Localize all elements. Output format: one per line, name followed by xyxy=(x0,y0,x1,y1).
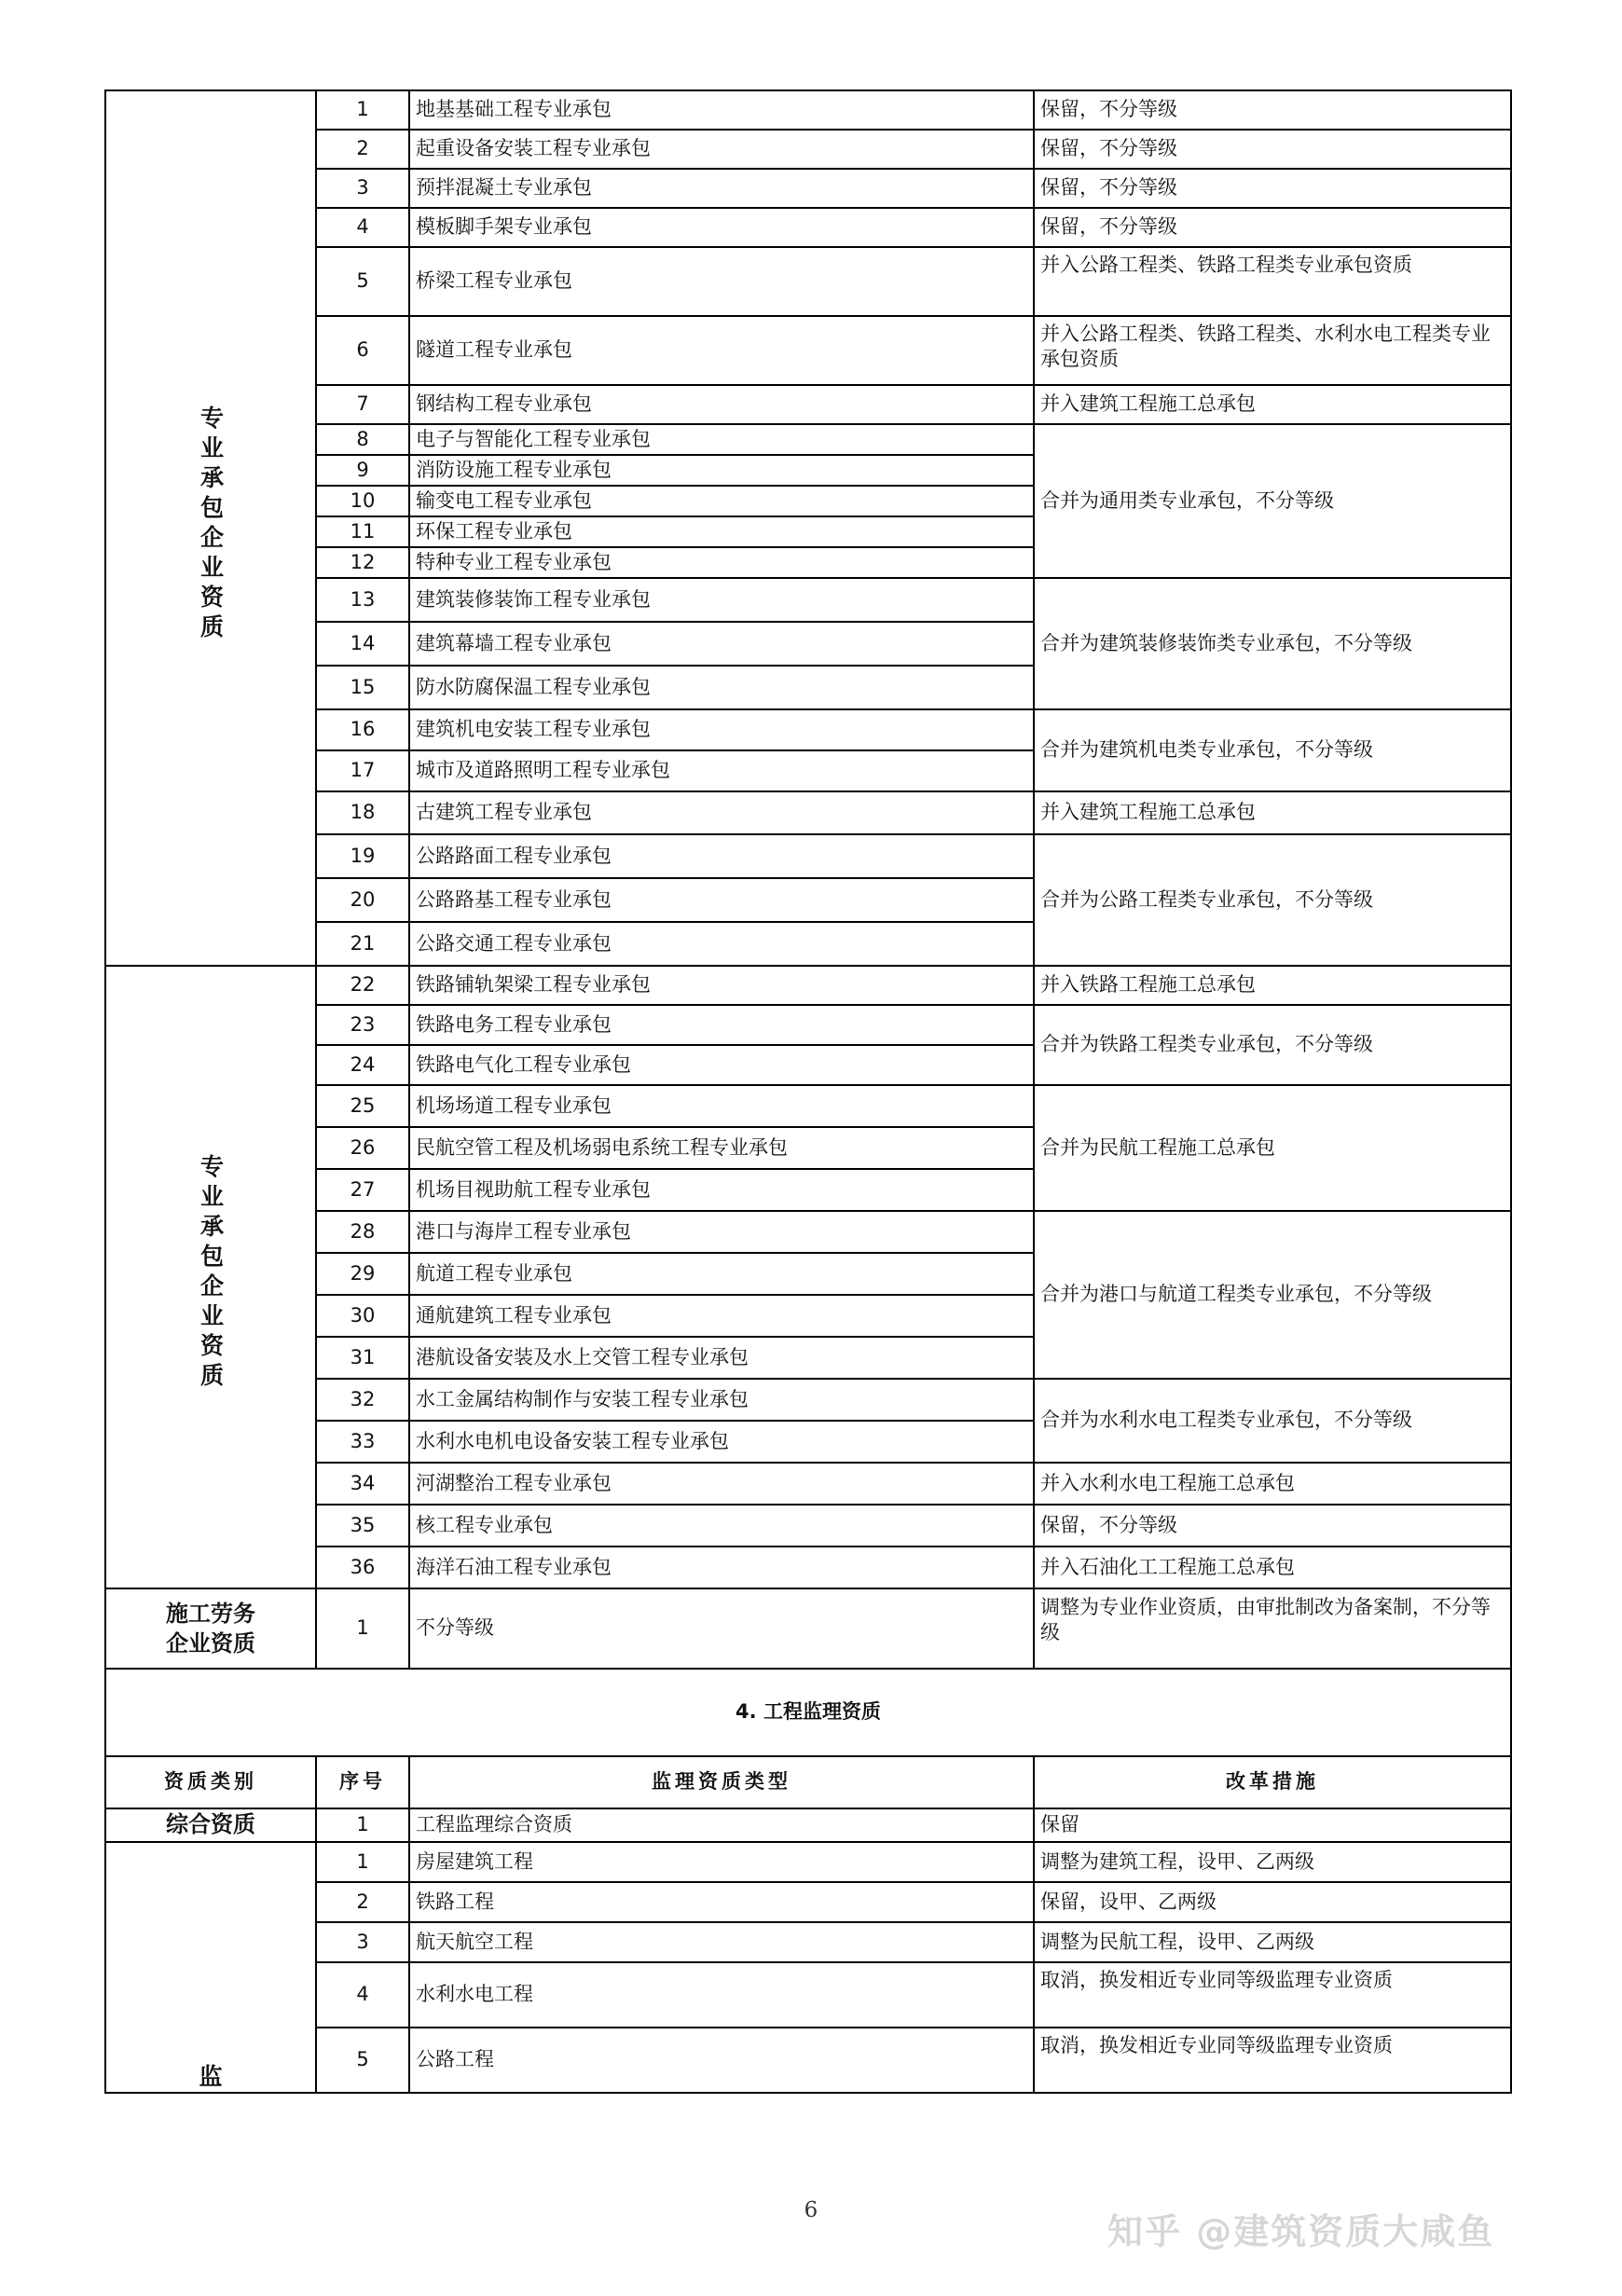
category-label-comprehensive: 综合资质 xyxy=(166,1811,255,1838)
row-index: 23 xyxy=(316,1005,409,1045)
table-row xyxy=(105,208,1511,247)
table-row xyxy=(105,834,1511,878)
reform-measure: 并入铁路工程施工总承包 xyxy=(1034,966,1511,1005)
reform-measure: 合并为公路工程类专业承包，不分等级 xyxy=(1034,834,1511,966)
row-index: 4 xyxy=(316,208,409,247)
table-row xyxy=(105,1882,1511,1922)
table-row xyxy=(105,385,1511,424)
qualification-type: 预拌混凝土专业承包 xyxy=(409,169,1034,208)
reform-measure: 保留，设甲、乙两级 xyxy=(1034,1882,1511,1922)
row-index: 17 xyxy=(316,750,409,791)
qualification-type: 起重设备安装工程专业承包 xyxy=(409,130,1034,169)
row-index: 35 xyxy=(316,1505,409,1547)
row-index: 8 xyxy=(316,424,409,455)
table-row xyxy=(105,1547,1511,1588)
column-header-category: 资质类别 xyxy=(105,1756,316,1808)
category-label-specialty-contracting-2: 专业承包企业资质 xyxy=(197,1154,225,1394)
table-row xyxy=(105,1085,1511,1127)
reform-measure: 保留，不分等级 xyxy=(1034,130,1511,169)
qualification-type: 电子与智能化工程专业承包 xyxy=(409,424,1034,455)
row-index: 12 xyxy=(316,547,409,578)
page-number: 6 xyxy=(804,2198,818,2222)
reform-measure: 调整为建筑工程，设甲、乙两级 xyxy=(1034,1842,1511,1882)
table-row xyxy=(105,966,1511,1005)
row-index: 34 xyxy=(316,1463,409,1505)
reform-measure: 合并为通用类专业承包，不分等级 xyxy=(1034,424,1511,578)
table-body xyxy=(105,90,1511,2093)
qualification-type: 海洋石油工程专业承包 xyxy=(409,1547,1034,1588)
row-index: 33 xyxy=(316,1421,409,1463)
qualification-type: 工程监理综合资质 xyxy=(409,1808,1034,1842)
qualification-type: 航天航空工程 xyxy=(409,1922,1034,1962)
reform-measure: 合并为建筑机电类专业承包，不分等级 xyxy=(1034,709,1511,791)
qualification-type: 公路路基工程专业承包 xyxy=(409,878,1034,922)
row-index: 14 xyxy=(316,622,409,666)
reform-measure: 并入公路工程类、铁路工程类、水利水电工程类专业承包资质 xyxy=(1034,316,1511,385)
reform-measure: 并入建筑工程施工总承包 xyxy=(1034,385,1511,424)
qualification-type: 机场目视助航工程专业承包 xyxy=(409,1169,1034,1211)
qualification-type: 公路交通工程专业承包 xyxy=(409,922,1034,966)
qualification-type: 地基基础工程专业承包 xyxy=(409,90,1034,130)
reform-measure: 保留，不分等级 xyxy=(1034,90,1511,130)
row-index: 9 xyxy=(316,455,409,486)
qualification-type: 消防设施工程专业承包 xyxy=(409,455,1034,486)
row-index: 22 xyxy=(316,966,409,1005)
column-header-type: 监理资质类型 xyxy=(409,1756,1034,1808)
row-index: 4 xyxy=(316,1962,409,2028)
row-index: 1 xyxy=(316,1842,409,1882)
row-index: 10 xyxy=(316,486,409,516)
qualification-type: 钢结构工程专业承包 xyxy=(409,385,1034,424)
qualification-reform-table xyxy=(104,89,1512,2094)
qualification-type: 港口与海岸工程专业承包 xyxy=(409,1211,1034,1253)
row-index: 26 xyxy=(316,1127,409,1169)
table-row xyxy=(105,1962,1511,2028)
row-index: 2 xyxy=(316,1882,409,1922)
table-row xyxy=(105,130,1511,169)
qualification-type: 机场场道工程专业承包 xyxy=(409,1085,1034,1127)
row-index: 7 xyxy=(316,385,409,424)
row-index: 36 xyxy=(316,1547,409,1588)
table-row xyxy=(105,1005,1511,1045)
reform-measure: 取消，换发相近专业同等级监理专业资质 xyxy=(1034,2028,1511,2093)
row-index: 28 xyxy=(316,1211,409,1253)
qualification-type: 输变电工程专业承包 xyxy=(409,486,1034,516)
row-index: 25 xyxy=(316,1085,409,1127)
table-row xyxy=(105,1505,1511,1547)
row-index: 1 xyxy=(316,1808,409,1842)
row-index: 18 xyxy=(316,791,409,834)
reform-measure: 并入公路工程类、铁路工程类专业承包资质 xyxy=(1034,247,1511,316)
qualification-type: 桥梁工程专业承包 xyxy=(409,247,1034,316)
qualification-type: 水工金属结构制作与安装工程专业承包 xyxy=(409,1379,1034,1421)
qualification-type: 水利水电工程 xyxy=(409,1962,1034,2028)
reform-measure: 调整为民航工程，设甲、乙两级 xyxy=(1034,1922,1511,1962)
qualification-type: 港航设备安装及水上交管工程专业承包 xyxy=(409,1337,1034,1379)
reform-measure: 合并为水利水电工程类专业承包，不分等级 xyxy=(1034,1379,1511,1463)
qualification-type: 隧道工程专业承包 xyxy=(409,316,1034,385)
reform-measure: 合并为民航工程施工总承包 xyxy=(1034,1085,1511,1211)
category-cell-specialty-2 xyxy=(105,966,316,1588)
qualification-type: 铁路电气化工程专业承包 xyxy=(409,1045,1034,1085)
reform-measure: 合并为建筑装修装饰类专业承包，不分等级 xyxy=(1034,578,1511,709)
reform-measure: 保留，不分等级 xyxy=(1034,208,1511,247)
category-label-labor-service-line2: 企业资质 xyxy=(166,1630,255,1657)
qualification-type: 水利水电机电设备安装工程专业承包 xyxy=(409,1421,1034,1463)
table-row xyxy=(105,709,1511,750)
row-index: 11 xyxy=(316,516,409,547)
table-row xyxy=(105,1922,1511,1962)
qualification-type: 古建筑工程专业承包 xyxy=(409,791,1034,834)
category-cell-supervision xyxy=(105,1842,316,2093)
table-row xyxy=(105,791,1511,834)
qualification-type: 环保工程专业承包 xyxy=(409,516,1034,547)
row-index: 30 xyxy=(316,1295,409,1337)
reform-measure: 取消，换发相近专业同等级监理专业资质 xyxy=(1034,1962,1511,2028)
column-header-measure: 改革措施 xyxy=(1034,1756,1511,1808)
row-index: 1 xyxy=(316,90,409,130)
qualification-type: 建筑机电安装工程专业承包 xyxy=(409,709,1034,750)
category-cell-specialty-1 xyxy=(105,90,316,966)
row-index: 20 xyxy=(316,878,409,922)
category-cell-comprehensive xyxy=(105,1808,316,1842)
qualification-type: 房屋建筑工程 xyxy=(409,1842,1034,1882)
row-index: 21 xyxy=(316,922,409,966)
reform-measure: 并入石油化工工程施工总承包 xyxy=(1034,1547,1511,1588)
table-row xyxy=(105,169,1511,208)
qualification-type: 模板脚手架专业承包 xyxy=(409,208,1034,247)
row-index: 3 xyxy=(316,169,409,208)
reform-measure: 保留，不分等级 xyxy=(1034,1505,1511,1547)
row-index: 19 xyxy=(316,834,409,878)
table-row xyxy=(105,1842,1511,1882)
table-row xyxy=(105,1463,1511,1505)
qualification-type: 防水防腐保温工程专业承包 xyxy=(409,666,1034,709)
qualification-type: 铁路铺轨架梁工程专业承包 xyxy=(409,966,1034,1005)
reform-measure: 保留，不分等级 xyxy=(1034,169,1511,208)
row-index: 27 xyxy=(316,1169,409,1211)
row-index: 13 xyxy=(316,578,409,622)
category-label-labor-service-line1: 施工劳务 xyxy=(166,1600,255,1627)
qualification-type: 铁路工程 xyxy=(409,1882,1034,1922)
row-index: 1 xyxy=(316,1588,409,1669)
reform-measure: 合并为港口与航道工程类专业承包，不分等级 xyxy=(1034,1211,1511,1379)
category-cell-labor-service xyxy=(105,1588,316,1669)
reform-measure: 并入建筑工程施工总承包 xyxy=(1034,791,1511,834)
column-header-index: 序号 xyxy=(316,1756,409,1808)
table-row xyxy=(105,247,1511,316)
row-index: 5 xyxy=(316,2028,409,2093)
table-row xyxy=(105,1211,1511,1253)
section-title-supervision: 4. 工程监理资质 xyxy=(105,1669,1511,1756)
row-index: 31 xyxy=(316,1337,409,1379)
qualification-type: 核工程专业承包 xyxy=(409,1505,1034,1547)
reform-measure: 合并为铁路工程类专业承包，不分等级 xyxy=(1034,1005,1511,1085)
row-index: 6 xyxy=(316,316,409,385)
row-index: 2 xyxy=(316,130,409,169)
qualification-type: 不分等级 xyxy=(409,1588,1034,1669)
row-index: 3 xyxy=(316,1922,409,1962)
qualification-type: 公路路面工程专业承包 xyxy=(409,834,1034,878)
qualification-type: 通航建筑工程专业承包 xyxy=(409,1295,1034,1337)
qualification-type: 公路工程 xyxy=(409,2028,1034,2093)
reform-measure: 调整为专业作业资质，由审批制改为备案制，不分等级 xyxy=(1034,1588,1511,1669)
table-row xyxy=(105,1808,1511,1842)
row-index: 5 xyxy=(316,247,409,316)
row-index: 29 xyxy=(316,1253,409,1295)
row-index: 24 xyxy=(316,1045,409,1085)
table-row xyxy=(105,424,1511,455)
reform-measure: 保留 xyxy=(1034,1808,1511,1842)
qualification-type: 特种专业工程专业承包 xyxy=(409,547,1034,578)
qualification-type: 航道工程专业承包 xyxy=(409,1253,1034,1295)
category-label-specialty-contracting: 专业承包企业资质 xyxy=(197,405,225,644)
qualification-type: 城市及道路照明工程专业承包 xyxy=(409,750,1034,791)
qualification-type: 民航空管工程及机场弱电系统工程专业承包 xyxy=(409,1127,1034,1169)
qualification-type: 建筑幕墙工程专业承包 xyxy=(409,622,1034,666)
row-index: 16 xyxy=(316,709,409,750)
qualification-type: 建筑装修装饰工程专业承包 xyxy=(409,578,1034,622)
table-row xyxy=(105,1379,1511,1421)
table-header-row xyxy=(105,1756,1511,1808)
row-index: 15 xyxy=(316,666,409,709)
table-row xyxy=(105,578,1511,622)
category-label-supervision-partial: 监 xyxy=(199,2062,223,2090)
table-row xyxy=(105,2028,1511,2093)
reform-measure: 并入水利水电工程施工总承包 xyxy=(1034,1463,1511,1505)
table-row xyxy=(105,316,1511,385)
qualification-type: 河湖整治工程专业承包 xyxy=(409,1463,1034,1505)
row-index: 32 xyxy=(316,1379,409,1421)
table-row xyxy=(105,90,1511,130)
watermark: 知乎 @建筑资质大咸鱼 xyxy=(1107,2211,1495,2252)
qualification-type: 铁路电务工程专业承包 xyxy=(409,1005,1034,1045)
table-row xyxy=(105,1588,1511,1669)
section-title-row xyxy=(105,1669,1511,1756)
